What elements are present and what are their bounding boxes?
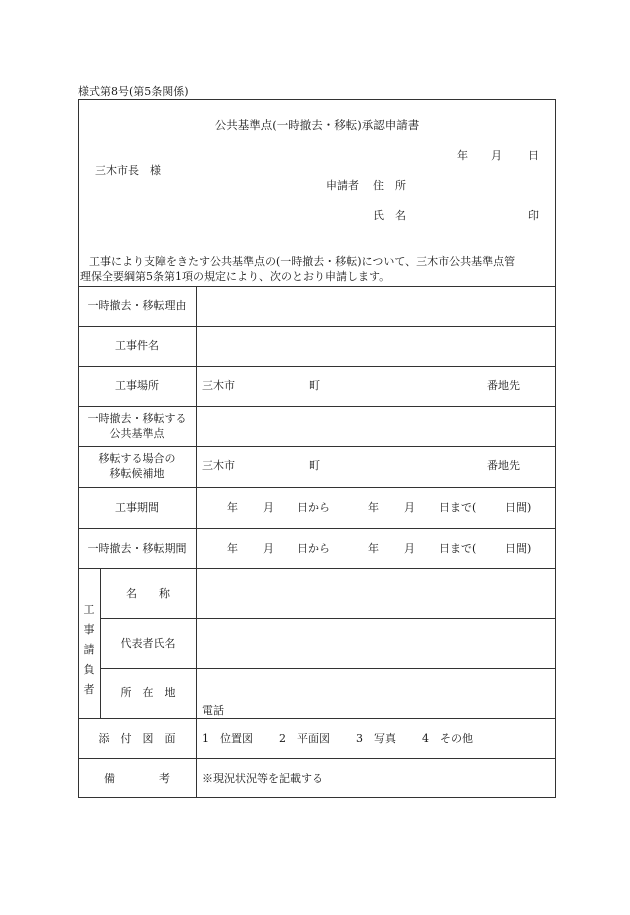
divider	[78, 366, 556, 367]
form-number: 様式第8号(第5条関係)	[78, 85, 189, 98]
reason-label: 一時撤去・移転理由	[87, 299, 187, 312]
benchmark-label-line1: 一時撤去・移転する	[87, 412, 187, 425]
project-name-label: 工事件名	[115, 339, 159, 352]
rp-year-end: 年	[368, 542, 379, 555]
cp-until: 日まで(	[439, 501, 477, 514]
body-text-line2: 理保全要綱第5条第1項の規定により、次のとおり申請します。	[80, 270, 391, 283]
attachment-item: 4 その他	[422, 732, 473, 745]
rp-month-start: 月	[263, 542, 274, 555]
attachment-item: 2 平面図	[279, 732, 330, 745]
contractor-rep-label: 代表者氏名	[120, 637, 176, 650]
contractor-name-label: 名 称	[126, 587, 170, 600]
divider	[100, 618, 556, 619]
date-month: 月	[491, 149, 502, 162]
cp-year-end: 年	[368, 501, 379, 514]
relocation-town: 町	[309, 459, 320, 472]
benchmark-label-line2: 公共基準点	[109, 427, 165, 440]
removal-period-label: 一時撤去・移転期間	[87, 542, 187, 555]
divider	[78, 758, 556, 759]
applicant-label: 申請者	[326, 179, 359, 192]
applicant-name-label: 氏 名	[373, 209, 406, 222]
divider	[78, 718, 556, 719]
location-city: 三木市	[202, 379, 235, 392]
rp-days: 日間)	[505, 542, 532, 555]
cp-month-start: 月	[263, 501, 274, 514]
cp-month-end: 月	[404, 501, 415, 514]
divider	[78, 528, 556, 529]
relocation-label-line2: 移転候補地	[109, 467, 165, 480]
construction-period-label: 工事期間	[115, 501, 159, 514]
applicant-address-label: 住 所	[373, 179, 406, 192]
date-day: 日	[528, 149, 539, 162]
rp-until: 日まで(	[439, 542, 477, 555]
divider	[78, 446, 556, 447]
remarks-value: ※現況状況等を記載する	[202, 772, 323, 785]
divider	[78, 406, 556, 407]
attachment-item: 1 位置図	[202, 732, 253, 745]
body-text-line1: 工事により支障をきたす公共基準点の(一時撤去・移転)について、三木市公共基準点管	[89, 255, 516, 268]
cp-days: 日間)	[505, 501, 532, 514]
contractor-char: 工	[83, 603, 95, 616]
addressee: 三木市長 様	[95, 164, 161, 177]
rp-year-start: 年	[227, 542, 238, 555]
attachment-item: 3 写真	[356, 732, 396, 745]
relocation-lot: 番地先	[487, 459, 520, 472]
relocation-city: 三木市	[202, 459, 235, 472]
location-town: 町	[309, 379, 320, 392]
divider	[78, 286, 556, 287]
cp-year-start: 年	[227, 501, 238, 514]
divider	[78, 487, 556, 488]
divider	[100, 668, 556, 669]
column-divider	[196, 286, 197, 798]
attachments-label: 添 付 図 面	[98, 732, 176, 745]
contractor-char: 負	[83, 663, 95, 676]
location-lot: 番地先	[487, 379, 520, 392]
rp-month-end: 月	[404, 542, 415, 555]
relocation-label-line1: 移転する場合の	[98, 452, 176, 465]
seal-mark: 印	[528, 209, 539, 222]
form-title: 公共基準点(一時撤去・移転)承認申請書	[214, 118, 420, 132]
divider	[78, 568, 556, 569]
contractor-address-label: 所 在 地	[120, 686, 176, 699]
contractor-group-label	[80, 600, 98, 700]
date-year: 年	[457, 149, 468, 162]
cp-from: 日から	[297, 501, 330, 514]
contractor-char: 請	[83, 643, 95, 656]
contractor-phone-label: 電話	[202, 704, 224, 717]
remarks-label: 備 考	[104, 772, 170, 785]
rp-from: 日から	[297, 542, 330, 555]
contractor-char: 者	[83, 683, 95, 696]
project-location-label: 工事場所	[115, 379, 159, 392]
divider	[78, 326, 556, 327]
contractor-char: 事	[83, 623, 95, 636]
